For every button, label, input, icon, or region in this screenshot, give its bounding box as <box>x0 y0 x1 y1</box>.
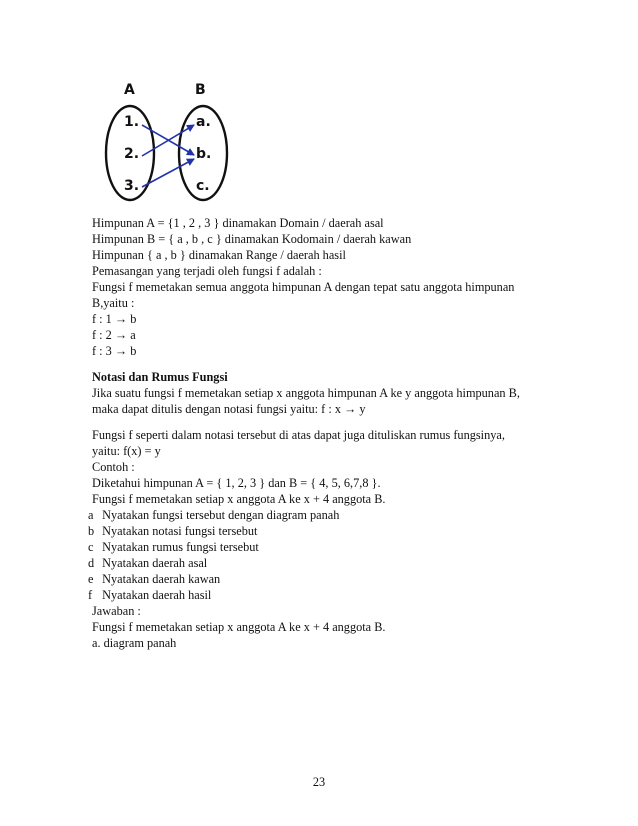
set-a-item-2: 2. <box>124 146 140 162</box>
option-item: f Nyatakan daerah hasil <box>88 588 212 602</box>
mapping-line-3: f : 3 → b <box>92 344 137 358</box>
text-line-domain: Himpunan A = {1 , 2 , 3 } dinamakan Domain / daerah asal <box>92 216 384 230</box>
arrow-diagram <box>98 76 238 206</box>
text-line-given: Diketahui himpunan A = { 1, 2, 3 } dan B = { 4, 5, 6,7,8 }. <box>92 476 381 490</box>
text-line-fx: yaitu: f(x) = y <box>92 444 161 458</box>
set-b-label: B <box>195 82 206 98</box>
section-heading: Notasi dan Rumus Fungsi <box>92 370 228 384</box>
option-item: d Nyatakan daerah asal <box>88 556 208 570</box>
set-a-label: A <box>124 82 135 98</box>
option-item: a Nyatakan fungsi tersebut dengan diagram panah <box>88 508 340 522</box>
text-line-yaitu: B,yaitu : <box>92 296 135 310</box>
text-line-fungsi-f: Fungsi f memetakan semua anggota himpunan A dengan tepat satu anggota himpunan <box>92 280 515 294</box>
text-line-definition: Jika suatu fungsi f memetakan setiap x anggota himpunan A ke y anggota himpunan B, <box>92 386 520 400</box>
mapping-line-1: f : 1 → b <box>92 312 137 326</box>
answer-label: Jawaban : <box>92 604 141 618</box>
set-a-item-3: 3. <box>124 178 140 194</box>
text-line-mapping-rule: Fungsi f memetakan setiap x anggota A ke x + 4 anggota B. <box>92 492 386 506</box>
set-a-item-1: 1. <box>124 114 140 130</box>
mapping-line-2: f : 2 → a <box>92 328 136 342</box>
option-item: b Nyatakan notasi fungsi tersebut <box>88 524 258 538</box>
option-item: c Nyatakan rumus fungsi tersebut <box>88 540 259 554</box>
text-line-pairing: Pemasangan yang terjadi oleh fungsi f adalah : <box>92 264 322 278</box>
text-line-answer-a: a. diagram panah <box>92 636 177 650</box>
text-line-range: Himpunan { a , b } dinamakan Range / daerah hasil <box>92 248 346 262</box>
arrow-3-to-b <box>142 159 194 187</box>
text-line-formula: Fungsi f seperti dalam notasi tersebut di atas dapat juga dituliskan rumus fungsinya, <box>92 428 505 442</box>
text-line-codomain: Himpunan B = { a , b , c } dinamakan Kodomain / daerah kawan <box>92 232 412 246</box>
example-label: Contoh : <box>92 460 135 474</box>
set-b-item-c: c. <box>196 178 210 194</box>
option-item: e Nyatakan daerah kawan <box>88 572 221 586</box>
text-line-notation: maka dapat ditulis dengan notasi fungsi yaitu: f : x → y <box>92 402 366 416</box>
set-b-item-a: a. <box>196 114 211 130</box>
page-number: 23 <box>312 775 326 789</box>
set-b-item-b: b. <box>196 146 212 162</box>
text-line-answer-rule: Fungsi f memetakan setiap x anggota A ke x + 4 anggota B. <box>92 620 386 634</box>
